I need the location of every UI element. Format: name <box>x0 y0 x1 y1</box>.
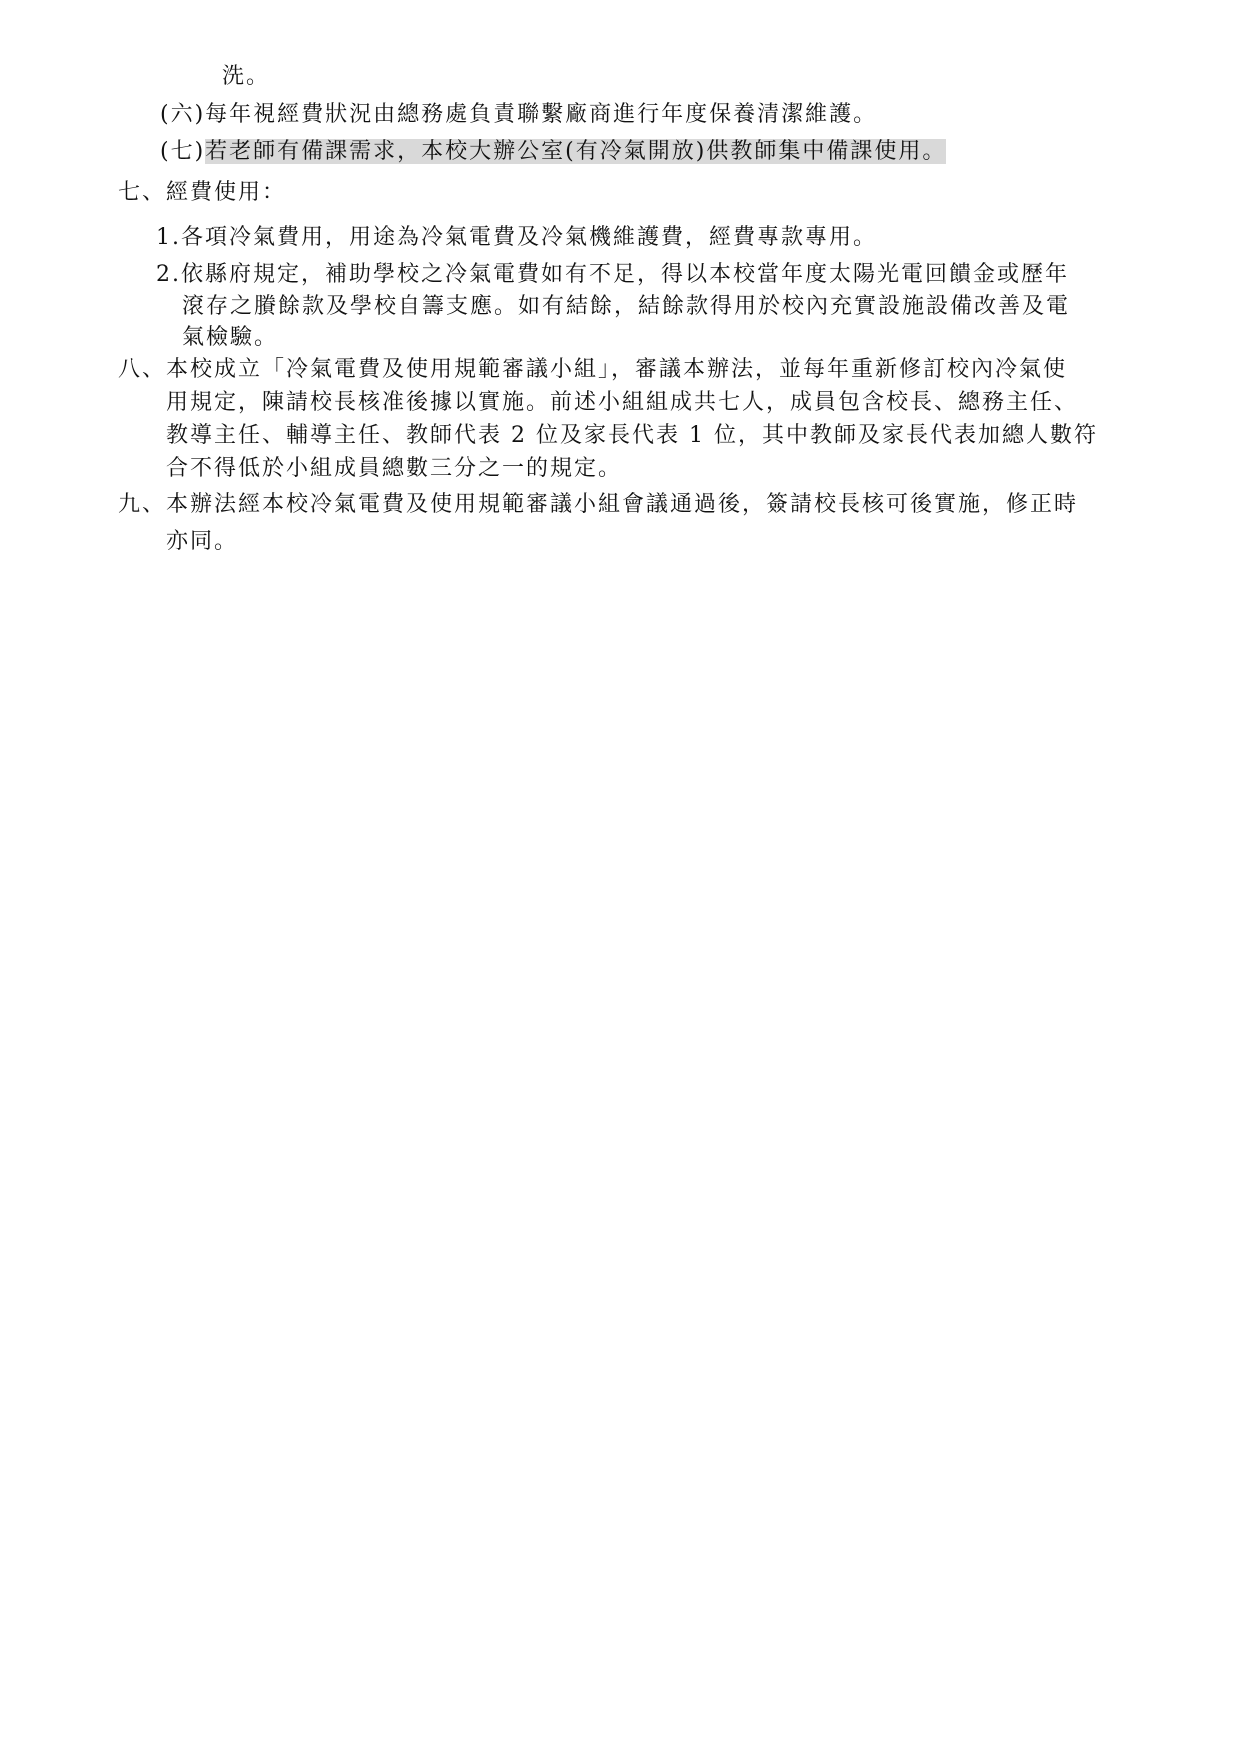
sub-item-7-highlighted-text: 若老師有備課需求，本校大辦公室(有冷氣開放)供教師集中備課使用。 <box>205 139 947 164</box>
section-7-item-2-line-2: 滾存之賸餘款及學校自籌支應。如有結餘，結餘款得用於校內充實設施設備改善及電 <box>182 294 1071 319</box>
sub-item-6: (六)每年視經費狀況由總務處負責聯繫廠商進行年度保養清潔維護。 <box>160 102 878 127</box>
section-8-line-4: 合不得低於小組成員總數三分之一的規定。 <box>166 456 623 481</box>
continued-text-line: 洗。 <box>222 64 271 89</box>
section-8-line-2: 用規定，陳請校長核准後據以實施。前述小組組成共七人，成員包含校長、總務主任、 <box>166 390 1079 415</box>
section-9-line-2: 亦同。 <box>166 529 239 554</box>
section-9-line-1: 九、本辦法經本校冷氣電費及使用規範審議小組會議通過後，簽請校長核可後實施，修正時 <box>118 492 1079 517</box>
section-7-item-2-line-1: 2.依縣府規定，補助學校之冷氣電費如有不足，得以本校當年度太陽光電回饋金或歷年 <box>156 262 1069 287</box>
sub-item-7 <box>160 137 946 167</box>
section-7-item-1: 1.各項冷氣費用，用途為冷氣電費及冷氣機維護費，經費專款專用。 <box>156 225 877 250</box>
section-7-item-2-line-3: 氣檢驗。 <box>182 325 279 350</box>
section-8-line-3: 教導主任、輔導主任、教師代表 2 位及家長代表 1 位，其中教師及家長代表加總人數符 <box>166 423 1098 448</box>
section-7-heading: 七、經費使用： <box>118 180 287 205</box>
sub-item-7-prefix: (七) <box>160 139 206 164</box>
section-8-line-1: 八、本校成立「冷氣電費及使用規範審議小組」，審議本辦法，並每年重新修訂校內冷氣使 <box>118 357 1068 382</box>
